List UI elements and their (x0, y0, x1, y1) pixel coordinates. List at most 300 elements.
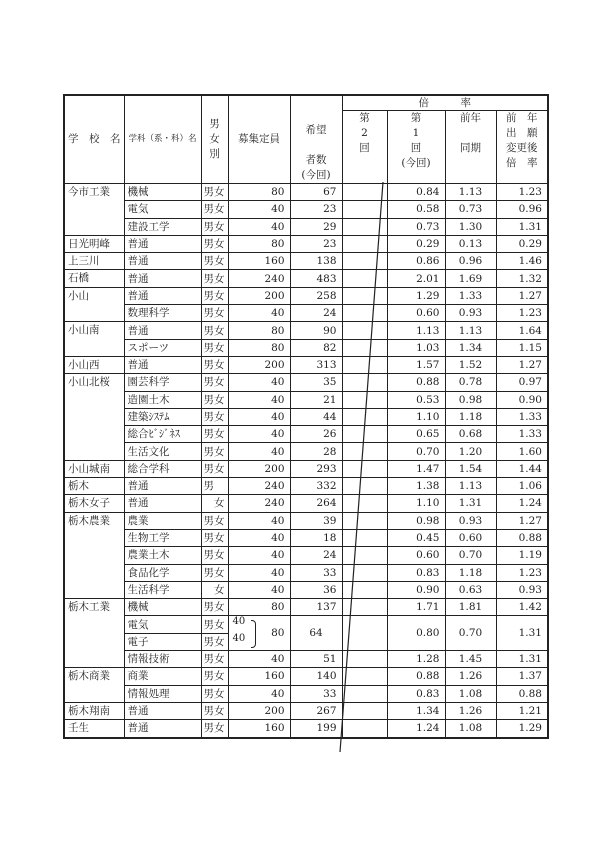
table-row (64, 581, 548, 598)
capacity: 40 (228, 581, 290, 598)
prev-after-ratio: 1.37 (496, 668, 548, 685)
department-name: 電気 (124, 616, 201, 633)
table-row (64, 391, 548, 408)
prev-year-ratio: 1.18 (445, 564, 496, 581)
applicant-count: 67 (290, 184, 342, 201)
school-name: 栃木女子 (64, 495, 124, 512)
prev-year-ratio: 1.33 (445, 287, 496, 304)
department-name: 造園土木 (124, 391, 201, 408)
gender-type: 男女 (201, 270, 228, 287)
department-name: 総合ﾋﾞｼﾞﾈｽ (124, 426, 201, 443)
applicant-count: 23 (290, 235, 342, 252)
applicant-count: 23 (290, 201, 342, 218)
gender-type: 男 (201, 478, 228, 495)
prev-after-ratio: 1.24 (496, 495, 548, 512)
round1-ratio: 1.24 (387, 720, 445, 738)
department-name: 普通 (124, 720, 201, 738)
round1-ratio: 0.83 (387, 564, 445, 581)
applicant-count: 90 (290, 322, 342, 339)
round2-ratio (342, 218, 387, 235)
capacity: 40 (228, 305, 290, 322)
gender-type: 男女 (201, 720, 228, 738)
round1-ratio: 0.70 (387, 443, 445, 460)
round2-ratio (342, 685, 387, 702)
capacity: 160 (228, 720, 290, 738)
gender-type: 男女 (201, 616, 228, 633)
round1-ratio: 0.53 (387, 391, 445, 408)
round2-ratio (342, 599, 387, 616)
round2-ratio (342, 408, 387, 425)
round2-ratio (342, 374, 387, 391)
prev-after-ratio: 0.88 (496, 685, 548, 702)
department-name: 生活科学 (124, 581, 201, 598)
school-name: 小山 (64, 287, 124, 322)
round1-ratio: 1.29 (387, 287, 445, 304)
table-row (64, 720, 548, 738)
department-name: 普通 (124, 356, 201, 373)
prev-after-ratio: 1.27 (496, 512, 548, 529)
prev-year-ratio: 1.13 (445, 322, 496, 339)
applicant-count: 39 (290, 512, 342, 529)
gender-type: 男女 (201, 391, 228, 408)
applicant-count: 29 (290, 218, 342, 235)
gender-type: 男女 (201, 564, 228, 581)
prev-year-ratio: 0.93 (445, 305, 496, 322)
school-name: 石橋 (64, 270, 124, 287)
capacity: 80 (228, 599, 290, 616)
table-row (64, 426, 548, 443)
gender-type: 男女 (201, 322, 228, 339)
round1-ratio: 0.84 (387, 184, 445, 201)
header-prev-year-same-period: 前年 同期 (445, 111, 496, 184)
round2-ratio (342, 564, 387, 581)
capacity: 40 (228, 201, 290, 218)
capacity: 240 (228, 495, 290, 512)
round2-ratio (342, 443, 387, 460)
prev-after-ratio: 1.21 (496, 702, 548, 719)
department-name: 機械 (124, 599, 201, 616)
school-name: 栃木工業 (64, 599, 124, 668)
applicant-count: 138 (290, 253, 342, 270)
round2-ratio (342, 201, 387, 218)
department-name: 電気 (124, 201, 201, 218)
table-row (64, 564, 548, 581)
table-row (64, 616, 548, 633)
round1-ratio: 0.90 (387, 581, 445, 598)
applicant-count: 33 (290, 685, 342, 702)
gender-type: 男女 (201, 685, 228, 702)
gender-type: 男女 (201, 426, 228, 443)
applicant-ratio-table (63, 94, 549, 739)
prev-year-ratio: 1.26 (445, 668, 496, 685)
round1-ratio: 0.88 (387, 374, 445, 391)
prev-year-ratio: 0.93 (445, 512, 496, 529)
header-department: 学科（系・科）名 (124, 95, 201, 184)
capacity-total: 80 (271, 627, 285, 640)
capacity: 40 (228, 374, 290, 391)
prev-year-ratio: 0.73 (445, 201, 496, 218)
table-row (64, 270, 548, 287)
table-body (64, 184, 548, 738)
round1-ratio: 2.01 (387, 270, 445, 287)
round2-ratio (342, 616, 387, 651)
round1-ratio: 0.98 (387, 512, 445, 529)
round2-ratio (342, 184, 387, 201)
table-row (64, 668, 548, 685)
round2-ratio (342, 581, 387, 598)
department-name: 数理科学 (124, 305, 201, 322)
prev-year-ratio: 0.70 (445, 547, 496, 564)
capacity: 200 (228, 287, 290, 304)
applicant-count: 64 (290, 616, 342, 651)
applicant-count: 137 (290, 599, 342, 616)
prev-year-ratio: 1.08 (445, 685, 496, 702)
prev-after-ratio: 1.46 (496, 253, 548, 270)
capacity: 200 (228, 702, 290, 719)
round2-ratio (342, 702, 387, 719)
gender-type: 男女 (201, 184, 228, 201)
round1-ratio: 1.10 (387, 408, 445, 425)
table-row (64, 599, 548, 616)
table-row (64, 218, 548, 235)
header-prev-year-after-change: 前 年 出 願 変更後 倍 率 (496, 111, 548, 184)
applicant-count: 313 (290, 356, 342, 373)
table-row (64, 408, 548, 425)
table-row (64, 374, 548, 391)
round1-ratio: 1.34 (387, 702, 445, 719)
applicant-count: 258 (290, 287, 342, 304)
applicant-count: 24 (290, 305, 342, 322)
gender-type: 男女 (201, 201, 228, 218)
applicant-count: 44 (290, 408, 342, 425)
gender-type: 男女 (201, 633, 228, 650)
applicant-count: 36 (290, 581, 342, 598)
capacity: 80 (228, 235, 290, 252)
prev-after-ratio: 1.23 (496, 564, 548, 581)
school-name: 小山南 (64, 322, 124, 357)
round1-ratio: 1.71 (387, 599, 445, 616)
round2-ratio (342, 426, 387, 443)
prev-year-ratio: 0.96 (445, 253, 496, 270)
prev-year-ratio: 0.78 (445, 374, 496, 391)
prev-after-ratio: 1.60 (496, 443, 548, 460)
prev-year-ratio: 1.54 (445, 460, 496, 477)
prev-after-ratio: 0.96 (496, 201, 548, 218)
round1-ratio: 0.73 (387, 218, 445, 235)
gender-type: 男女 (201, 702, 228, 719)
department-name: 生物工学 (124, 529, 201, 546)
capacity-combined (228, 616, 290, 651)
prev-after-ratio: 1.15 (496, 339, 548, 356)
prev-year-ratio: 1.26 (445, 702, 496, 719)
prev-after-ratio: 1.33 (496, 408, 548, 425)
table-row (64, 443, 548, 460)
round2-ratio (342, 651, 387, 668)
applicant-count: 18 (290, 529, 342, 546)
header-ratio-group: 倍 率 (342, 95, 548, 111)
applicant-count: 264 (290, 495, 342, 512)
round1-ratio: 0.83 (387, 685, 445, 702)
applicant-count: 267 (290, 702, 342, 719)
prev-year-ratio: 1.13 (445, 184, 496, 201)
prev-year-ratio: 1.34 (445, 339, 496, 356)
gender-type: 男女 (201, 668, 228, 685)
table-row (64, 356, 548, 373)
applicant-count: 82 (290, 339, 342, 356)
brace-icon (251, 620, 256, 648)
gender-type: 女 (201, 495, 228, 512)
gender-type: 男女 (201, 443, 228, 460)
gender-type: 男女 (201, 356, 228, 373)
prev-after-ratio: 0.29 (496, 235, 548, 252)
school-name: 小山城南 (64, 460, 124, 477)
capacity: 240 (228, 270, 290, 287)
table-row (64, 201, 548, 218)
table-row (64, 512, 548, 529)
prev-year-ratio: 1.18 (445, 408, 496, 425)
department-name: 電子 (124, 633, 201, 650)
department-name: 食品化学 (124, 564, 201, 581)
gender-type: 男女 (201, 235, 228, 252)
round2-ratio (342, 235, 387, 252)
capacity: 40 (228, 408, 290, 425)
department-name: 機械 (124, 184, 201, 201)
prev-after-ratio: 0.88 (496, 529, 548, 546)
department-name: 総合学科 (124, 460, 201, 477)
prev-year-ratio: 0.68 (445, 426, 496, 443)
prev-year-ratio: 1.69 (445, 270, 496, 287)
round2-ratio (342, 322, 387, 339)
department-name: 建設工学 (124, 218, 201, 235)
prev-year-ratio: 1.45 (445, 651, 496, 668)
department-name: 建築ｼｽﾃﾑ (124, 408, 201, 425)
table-row (64, 287, 548, 304)
gender-type: 男女 (201, 529, 228, 546)
prev-after-ratio: 1.64 (496, 322, 548, 339)
department-name: 普通 (124, 322, 201, 339)
prev-year-ratio: 0.60 (445, 529, 496, 546)
round2-ratio (342, 391, 387, 408)
gender-type: 男女 (201, 305, 228, 322)
round2-ratio (342, 287, 387, 304)
round2-ratio (342, 460, 387, 477)
gender-type: 男女 (201, 253, 228, 270)
gender-type: 男女 (201, 218, 228, 235)
round2-ratio (342, 305, 387, 322)
gender-type: 男女 (201, 374, 228, 391)
applicant-count: 26 (290, 426, 342, 443)
gender-type: 男女 (201, 547, 228, 564)
header-round2: 第 2 回 (342, 111, 387, 184)
department-name: 情報処理 (124, 685, 201, 702)
round1-ratio: 1.10 (387, 495, 445, 512)
capacity: 80 (228, 184, 290, 201)
table-row (64, 529, 548, 546)
table-row (64, 253, 548, 270)
table-row (64, 322, 548, 339)
prev-after-ratio: 1.19 (496, 547, 548, 564)
round1-ratio: 1.28 (387, 651, 445, 668)
gender-type: 男女 (201, 460, 228, 477)
table-row (64, 651, 548, 668)
applicant-count: 332 (290, 478, 342, 495)
capacity: 80 (228, 322, 290, 339)
gender-type: 男女 (201, 512, 228, 529)
capacity: 40 (228, 426, 290, 443)
table-row (64, 685, 548, 702)
table-row (64, 235, 548, 252)
prev-after-ratio: 1.27 (496, 287, 548, 304)
department-name: 園芸科学 (124, 374, 201, 391)
capacity: 200 (228, 460, 290, 477)
table-row (64, 305, 548, 322)
department-name: 情報技術 (124, 651, 201, 668)
admission-ratio-sheet (63, 94, 549, 739)
prev-after-ratio: 1.33 (496, 426, 548, 443)
table-row (64, 495, 548, 512)
school-name: 小山西 (64, 356, 124, 373)
department-name: 商業 (124, 668, 201, 685)
applicant-count: 199 (290, 720, 342, 738)
school-name: 栃木商業 (64, 668, 124, 703)
capacity: 40 (228, 443, 290, 460)
prev-after-ratio: 1.23 (496, 184, 548, 201)
applicant-count: 21 (290, 391, 342, 408)
applicant-count: 483 (290, 270, 342, 287)
prev-year-ratio: 1.52 (445, 356, 496, 373)
capacity: 40 (228, 564, 290, 581)
round2-ratio (342, 529, 387, 546)
round2-ratio (342, 720, 387, 738)
round2-ratio (342, 253, 387, 270)
applicant-count: 24 (290, 547, 342, 564)
applicant-count: 293 (290, 460, 342, 477)
department-name: 普通 (124, 702, 201, 719)
round1-ratio: 0.80 (387, 616, 445, 651)
school-name: 日光明峰 (64, 235, 124, 252)
gender-type: 男女 (201, 287, 228, 304)
capacity: 160 (228, 668, 290, 685)
department-name: 普通 (124, 235, 201, 252)
capacity-sub-value: 40 (232, 633, 246, 645)
header-gender: 男 女 別 (201, 95, 228, 184)
round1-ratio: 0.60 (387, 547, 445, 564)
capacity: 160 (228, 253, 290, 270)
round2-ratio (342, 495, 387, 512)
department-name: 普通 (124, 495, 201, 512)
capacity: 200 (228, 356, 290, 373)
round2-ratio (342, 512, 387, 529)
school-name: 壬生 (64, 720, 124, 738)
capacity: 40 (228, 529, 290, 546)
prev-year-ratio: 1.30 (445, 218, 496, 235)
prev-after-ratio: 1.31 (496, 616, 548, 651)
prev-year-ratio: 0.63 (445, 581, 496, 598)
prev-after-ratio: 1.44 (496, 460, 548, 477)
round1-ratio: 0.65 (387, 426, 445, 443)
prev-year-ratio: 1.13 (445, 478, 496, 495)
school-name: 小山北桜 (64, 374, 124, 460)
school-name: 栃木農業 (64, 512, 124, 598)
capacity: 40 (228, 685, 290, 702)
header-applicants: 希望 者数 (今回) (290, 95, 342, 184)
prev-year-ratio: 1.81 (445, 599, 496, 616)
round2-ratio (342, 339, 387, 356)
capacity: 40 (228, 651, 290, 668)
prev-after-ratio: 1.31 (496, 218, 548, 235)
department-name: スポーツ (124, 339, 201, 356)
gender-type: 男女 (201, 339, 228, 356)
department-name: 生活文化 (124, 443, 201, 460)
table-row (64, 460, 548, 477)
table-row (64, 702, 548, 719)
round2-ratio (342, 668, 387, 685)
applicant-count: 28 (290, 443, 342, 460)
school-name: 栃木翔南 (64, 702, 124, 719)
round2-ratio (342, 270, 387, 287)
prev-after-ratio: 1.31 (496, 651, 548, 668)
round1-ratio: 0.45 (387, 529, 445, 546)
department-name: 普通 (124, 287, 201, 304)
round1-ratio: 1.47 (387, 460, 445, 477)
round1-ratio: 0.60 (387, 305, 445, 322)
school-name: 栃木 (64, 478, 124, 495)
department-name: 普通 (124, 253, 201, 270)
prev-after-ratio: 1.42 (496, 599, 548, 616)
prev-after-ratio: 0.93 (496, 581, 548, 598)
capacity: 40 (228, 512, 290, 529)
applicant-count: 140 (290, 668, 342, 685)
prev-after-ratio: 1.32 (496, 270, 548, 287)
prev-year-ratio: 0.13 (445, 235, 496, 252)
capacity: 40 (228, 391, 290, 408)
prev-year-ratio: 0.70 (445, 616, 496, 651)
table-row (64, 478, 548, 495)
round1-ratio: 1.57 (387, 356, 445, 373)
table-row (64, 547, 548, 564)
prev-after-ratio: 1.27 (496, 356, 548, 373)
school-name: 上三川 (64, 253, 124, 270)
school-name: 今市工業 (64, 184, 124, 236)
prev-after-ratio: 1.06 (496, 478, 548, 495)
header-capacity: 募集定員 (228, 95, 290, 184)
prev-after-ratio: 0.90 (496, 391, 548, 408)
round2-ratio (342, 547, 387, 564)
header-school: 学 校 名 (64, 95, 124, 184)
capacity-sub-value: 40 (232, 616, 246, 628)
prev-year-ratio: 1.08 (445, 720, 496, 738)
prev-after-ratio: 1.29 (496, 720, 548, 738)
gender-type: 男女 (201, 599, 228, 616)
department-name: 普通 (124, 478, 201, 495)
prev-after-ratio: 1.23 (496, 305, 548, 322)
department-name: 農業 (124, 512, 201, 529)
round2-ratio (342, 356, 387, 373)
round1-ratio: 1.13 (387, 322, 445, 339)
capacity: 40 (228, 218, 290, 235)
round1-ratio: 1.38 (387, 478, 445, 495)
round1-ratio: 0.86 (387, 253, 445, 270)
round1-ratio: 0.58 (387, 201, 445, 218)
round1-ratio: 1.03 (387, 339, 445, 356)
round2-ratio (342, 478, 387, 495)
header-round1: 第 1 回 (今回) (387, 111, 445, 184)
table-row (64, 184, 548, 201)
round1-ratio: 0.88 (387, 668, 445, 685)
prev-year-ratio: 0.98 (445, 391, 496, 408)
gender-type: 男女 (201, 651, 228, 668)
prev-year-ratio: 1.31 (445, 495, 496, 512)
